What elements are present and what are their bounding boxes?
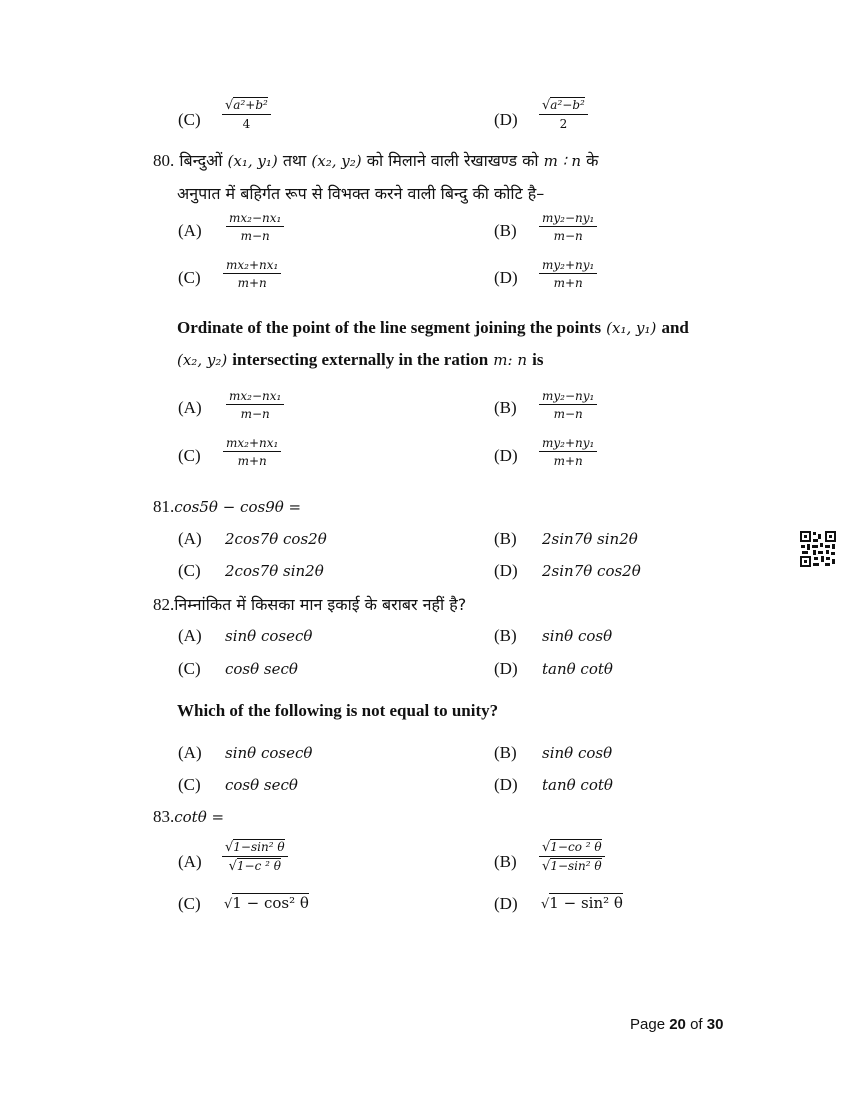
q82-english-text: Which of the following is not equal to unity? xyxy=(177,701,499,720)
q79-option-c-denominator: 4 xyxy=(242,117,251,131)
q80-h-option-b-fraction xyxy=(539,211,597,243)
fraction-denominator: m−n xyxy=(553,407,583,421)
q82-e-option-d-text: tanθ cotθ xyxy=(542,776,613,794)
q82-hindi-question xyxy=(153,593,466,615)
q81-option-a-label: (A) xyxy=(178,529,202,548)
q80-h-option-a-fraction xyxy=(226,211,284,243)
qr-code-icon xyxy=(799,530,837,568)
q80-e-option-b-fraction xyxy=(539,389,597,421)
q80-english-text-2: intersecting externally in the ration xyxy=(232,350,489,369)
q80-hindi-line-1 xyxy=(153,149,598,171)
q80-ratio: m ∶ n xyxy=(543,152,581,170)
q80-english-ratio: m: n xyxy=(493,351,528,369)
q81-question xyxy=(153,497,301,517)
fraction-numerator: √a²−b² xyxy=(539,98,588,115)
q83-option-d-text: 1 − sin² θ xyxy=(549,894,623,912)
q79-option-d-label: (D) xyxy=(494,110,518,129)
q79-option-c-label: (C) xyxy=(178,110,201,129)
q81-option-b-label: (B) xyxy=(494,529,517,548)
fraction-denominator: √1−c ² θ xyxy=(228,859,281,874)
q80-hindi-text-a: बिन्दुओं xyxy=(179,151,223,170)
q82-h-option-b-label: (B) xyxy=(494,626,517,645)
q79-option-d-fraction xyxy=(539,98,588,131)
q83-option-a-numerator: 1−sin² θ xyxy=(233,840,285,854)
q79-option-d-denominator: 2 xyxy=(559,117,568,131)
q79-option-c-numerator: a²+b² xyxy=(233,98,268,112)
q80-english-point-1: (x₁, y₁) xyxy=(606,319,657,337)
q83-expression: cotθ = xyxy=(174,808,225,826)
fraction-numerator: √a²+b² xyxy=(222,98,271,115)
fraction-numerator: my₂−ny₁ xyxy=(539,211,597,227)
q83-option-b-denominator: 1−sin² θ xyxy=(550,859,602,873)
q81-option-d-text: 2sin7θ cos2θ xyxy=(542,562,641,580)
q82-h-option-c-text: cosθ secθ xyxy=(225,660,298,678)
q82-hindi-text: निम्नांकित में किसका मान इकाई के बराबर नहीं है? xyxy=(174,595,467,614)
q82-e-option-b-label: (B) xyxy=(494,743,517,762)
q80-point-2: (x₂, y₂) xyxy=(311,152,362,170)
fraction-denominator: m−n xyxy=(240,229,270,243)
q80-english-line-2 xyxy=(177,350,543,370)
q80-english-line-1 xyxy=(177,318,689,338)
q80-e-option-c-fraction xyxy=(223,436,281,468)
q81-option-a-text: 2cos7θ cos2θ xyxy=(225,530,327,548)
q80-english-is: is xyxy=(532,350,544,369)
q81-option-b-text: 2sin7θ sin2θ xyxy=(542,530,638,548)
fraction-denominator: m+n xyxy=(553,454,583,468)
q82-h-option-d-text: tanθ cotθ xyxy=(542,660,613,678)
q80-e-option-c-label: (C) xyxy=(178,446,201,465)
fraction-numerator: mx₂−nx₁ xyxy=(226,211,284,227)
q80-h-option-b-label: (B) xyxy=(494,221,517,240)
q79-option-d-numerator: a²−b² xyxy=(550,98,585,112)
fraction-numerator: √1−sin² θ xyxy=(222,840,288,857)
q81-number: 81. xyxy=(153,497,175,516)
q83-option-a-fraction xyxy=(222,840,288,874)
q83-option-a-label: (A) xyxy=(178,852,202,871)
fraction-numerator: my₂+ny₁ xyxy=(539,258,597,274)
q79-option-c-fraction xyxy=(222,98,271,131)
fraction-denominator: m+n xyxy=(553,276,583,290)
q80-hindi-tatha: तथा xyxy=(282,151,307,170)
q83-option-c-label: (C) xyxy=(178,894,201,913)
fraction-denominator: m−n xyxy=(240,407,270,421)
fraction-numerator: √1−co ² θ xyxy=(539,840,605,857)
q83-question xyxy=(153,807,224,827)
q82-e-option-b-text: sinθ cosθ xyxy=(542,744,613,762)
page-total: 30 xyxy=(706,1016,724,1033)
q82-h-option-b-text: sinθ cosθ xyxy=(542,627,613,645)
q80-e-option-b-label: (B) xyxy=(494,398,517,417)
q81-expression: cos5θ − cos9θ = xyxy=(174,498,302,516)
page-of-word: of xyxy=(690,1016,703,1033)
q80-e-option-d-label: (D) xyxy=(494,446,518,465)
q80-english-text-1: Ordinate of the point of the line segment joining the points xyxy=(177,318,602,337)
q80-english-and: and xyxy=(661,318,689,337)
q80-hindi-text-b: को मिलाने वाली रेखाखण्ड को xyxy=(366,151,539,170)
fraction-numerator: my₂−ny₁ xyxy=(539,389,597,405)
q82-number: 82. xyxy=(153,595,175,614)
q80-point-1: (x₁, y₁) xyxy=(227,152,278,170)
page-footer xyxy=(630,1016,723,1033)
q80-h-option-c-fraction xyxy=(223,258,281,290)
q83-option-b-label: (B) xyxy=(494,852,517,871)
page-word: Page xyxy=(630,1016,666,1033)
q83-option-b-numerator: 1−co ² θ xyxy=(550,840,602,854)
fraction-denominator: m−n xyxy=(553,229,583,243)
fraction-numerator: my₂+ny₁ xyxy=(539,436,597,452)
fraction-denominator: m+n xyxy=(237,276,267,290)
q80-e-option-d-fraction xyxy=(539,436,597,468)
q82-e-option-a-label: (A) xyxy=(178,743,202,762)
fraction-numerator: mx₂+nx₁ xyxy=(223,258,281,274)
fraction-denominator: √1−sin² θ xyxy=(542,859,602,874)
q80-h-option-c-label: (C) xyxy=(178,268,201,287)
q81-option-c-text: 2cos7θ sin2θ xyxy=(225,562,324,580)
q83-option-d-label: (D) xyxy=(494,894,518,913)
q80-h-option-a-label: (A) xyxy=(178,221,202,240)
q83-option-a-denominator: 1−c ² θ xyxy=(236,859,281,873)
q81-option-d-label: (D) xyxy=(494,561,518,580)
q83-option-c-text: 1 − cos² θ xyxy=(232,894,309,912)
fraction-numerator: mx₂−nx₁ xyxy=(226,389,284,405)
page-number: 20 xyxy=(669,1016,686,1033)
q80-e-option-a-fraction xyxy=(226,389,284,421)
q83-number: 83. xyxy=(153,807,175,826)
q82-h-option-a-text: sinθ cosecθ xyxy=(225,627,313,645)
q80-number: 80. xyxy=(153,151,175,170)
q83-option-b-fraction xyxy=(539,840,605,874)
q81-option-c-label: (C) xyxy=(178,561,201,580)
fraction-numerator: mx₂+nx₁ xyxy=(223,436,281,452)
q80-h-option-d-fraction xyxy=(539,258,597,290)
q80-h-option-d-label: (D) xyxy=(494,268,518,287)
q80-e-option-a-label: (A) xyxy=(178,398,202,417)
q80-hindi-line-2: अनुपात में बहिर्गत रूप से विभक्त करने वाली बिन्दु की कोटि है– xyxy=(177,184,545,203)
fraction-denominator: m+n xyxy=(237,454,267,468)
q82-e-option-a-text: sinθ cosecθ xyxy=(225,744,313,762)
q80-english-point-2: (x₂, y₂) xyxy=(177,351,228,369)
q82-e-option-c-label: (C) xyxy=(178,775,201,794)
q80-hindi-ke: के xyxy=(586,151,599,170)
q82-h-option-d-label: (D) xyxy=(494,659,518,678)
q83-option-d-expression: √1 − sin² θ xyxy=(541,894,623,912)
q82-e-option-c-text: cosθ secθ xyxy=(225,776,298,794)
q82-h-option-a-label: (A) xyxy=(178,626,202,645)
q82-e-option-d-label: (D) xyxy=(494,775,518,794)
q82-h-option-c-label: (C) xyxy=(178,659,201,678)
q83-option-c-expression: √1 − cos² θ xyxy=(224,894,309,912)
